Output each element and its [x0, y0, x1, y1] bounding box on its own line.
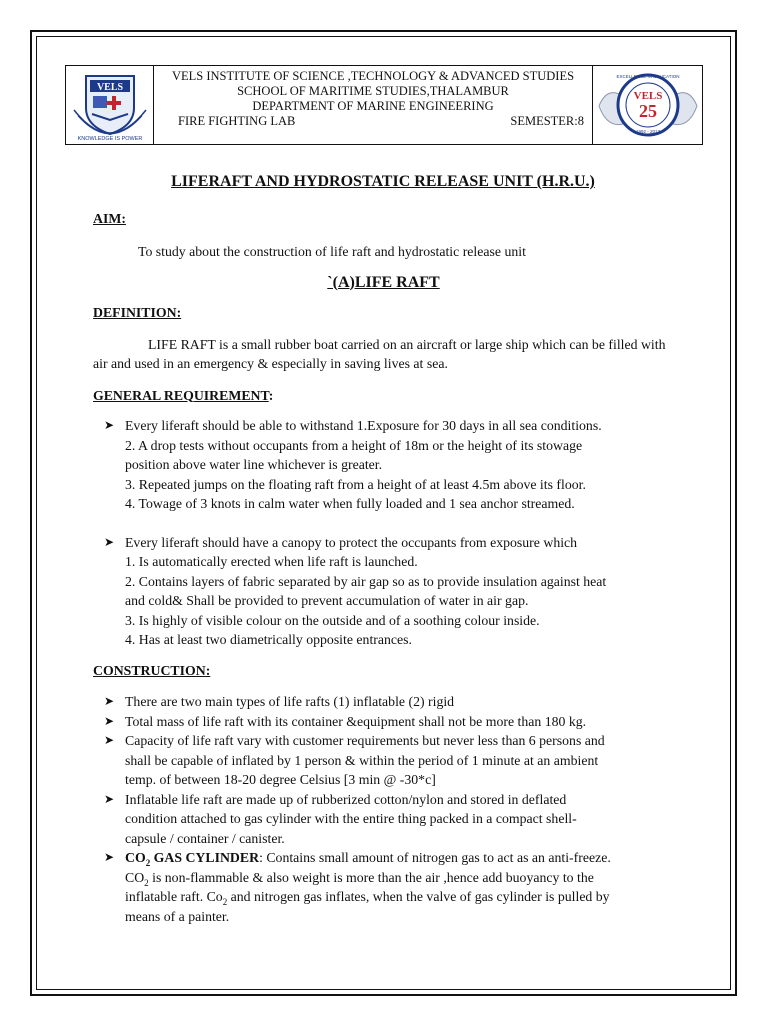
definition-heading: DEFINITION: — [93, 305, 182, 320]
letterhead — [65, 65, 703, 145]
svg-text:VELS: VELS — [633, 90, 663, 102]
aim-text: To study about the construction of life raft and hydrostatic release unit — [138, 244, 526, 259]
construction-list — [93, 692, 673, 926]
section-a-title: `(A)LIFE RAFT — [327, 273, 440, 291]
svg-text:KNOWLEDGE IS POWER: KNOWLEDGE IS POWER — [77, 136, 143, 142]
arrow-bullet-icon: ➤ — [104, 733, 115, 747]
institution-header — [154, 66, 592, 144]
arrow-bullet-icon: ➤ — [104, 850, 115, 864]
vels-crest-icon — [66, 66, 154, 144]
arrow-bullet-icon: ➤ — [104, 694, 115, 708]
document-title: LIFERAFT AND HYDROSTATIC RELEASE UNIT (H.R.U.) — [171, 173, 595, 190]
arrow-bullet-icon: ➤ — [104, 791, 115, 806]
aim-heading: AIM: — [93, 210, 126, 226]
vels-logo-right — [592, 66, 702, 144]
general-requirement-heading: GENERAL REQUIREMENT: — [93, 387, 274, 403]
list-item: ➤ $CO_2$ GAS CYLINDER: Contains small amount of nitrogen gas to act as an anti-freeze. $CO_2$ is non-flammable & also weight is more than the air ,hence add buoyancy to the inflatable raft. $Co_2$ and nitrogen gas inflates, when the valve of gas cylinder is pulled by means of a painter. — [104, 850, 611, 924]
vels-25-years-emblem-icon — [593, 66, 703, 144]
institution-name: VELS INSTITUTE OF SCIENCE ,TECHNOLOGY & ADVANCED STUDIES — [171, 69, 575, 83]
department-name: DEPARTMENT OF MARINE ENGINEERING — [252, 99, 494, 113]
lab-name: FIRE FIGHTING LAB — [178, 114, 296, 128]
vels-logo-left — [66, 66, 154, 144]
list-item: ➤ There are two main types of life rafts (1) inflatable (2) rigid — [93, 692, 673, 712]
school-name: SCHOOL OF MARITIME STUDIES,THALAMBUR — [237, 84, 509, 98]
list-item: ➤ Total mass of life raft with its container &equipment shall not be more than 180 kg. — [93, 712, 673, 732]
arrow-bullet-icon: ➤ — [104, 418, 115, 432]
list-item: ➤ Every liferaft should be able to withstand 1.Exposure for 30 days in all sea conditions. 2. A drop tests without occupants from a height of 18m or the height of its stowage position above water line whichever is greater. 3. Repeated jumps on the floating raft from a height of at least 4.5m above its floor. 4. Towage of 3 knots in calm water when fully loaded and 1 sea anchor streamed. — [104, 418, 602, 511]
arrow-bullet-icon: ➤ — [104, 713, 115, 728]
definition-text: LIFE RAFT is a small rubber boat carried on an aircraft or large ship which can be filled with air and used in an emergency & especially in saving lives at sea. — [93, 336, 666, 371]
list-item: ➤ Every liferaft should have a canopy to protect the occupants from exposure which 1. Is automatically erected when life raft is launched. 2. Contains layers of fabric separated by air gap so as to provide insulation against heat and cold& Shall be provided to prevent accumulation of water in air gap. 3. Is highly of visible colour on the outside and of a soothing colour inside. 4. Has at least two diametrically opposite entrances. — [104, 534, 607, 647]
document-body — [93, 170, 673, 926]
svg-text:1992 - 2017: 1992 - 2017 — [635, 129, 661, 134]
svg-text:EXCELLENCE IN EDUCATION: EXCELLENCE IN EDUCATION — [616, 74, 680, 79]
list-item: ➤ Inflatable life raft are made up of rubberized cotton/nylon and stored in deflated condition attached to gas cylinder with the entire thing packed in a compact shell- capsule / container / canister. — [104, 791, 577, 846]
requirements-list-2 — [93, 533, 673, 650]
svg-text:25: 25 — [639, 101, 657, 121]
list-item: ➤ Capacity of life raft vary with customer requirements but never less than 6 persons and shall be capable of inflated by 1 person & within the period of 1 minute at an ambient temp. of between 18-20 degree Celsius [3 min @ -30*c] — [104, 733, 605, 787]
arrow-bullet-icon: ➤ — [104, 534, 115, 549]
requirements-list-1 — [93, 416, 673, 514]
construction-heading: CONSTRUCTION: — [93, 662, 211, 678]
semester-label: SEMESTER:8 — [510, 114, 584, 128]
svg-text:VELS: VELS — [96, 82, 124, 93]
